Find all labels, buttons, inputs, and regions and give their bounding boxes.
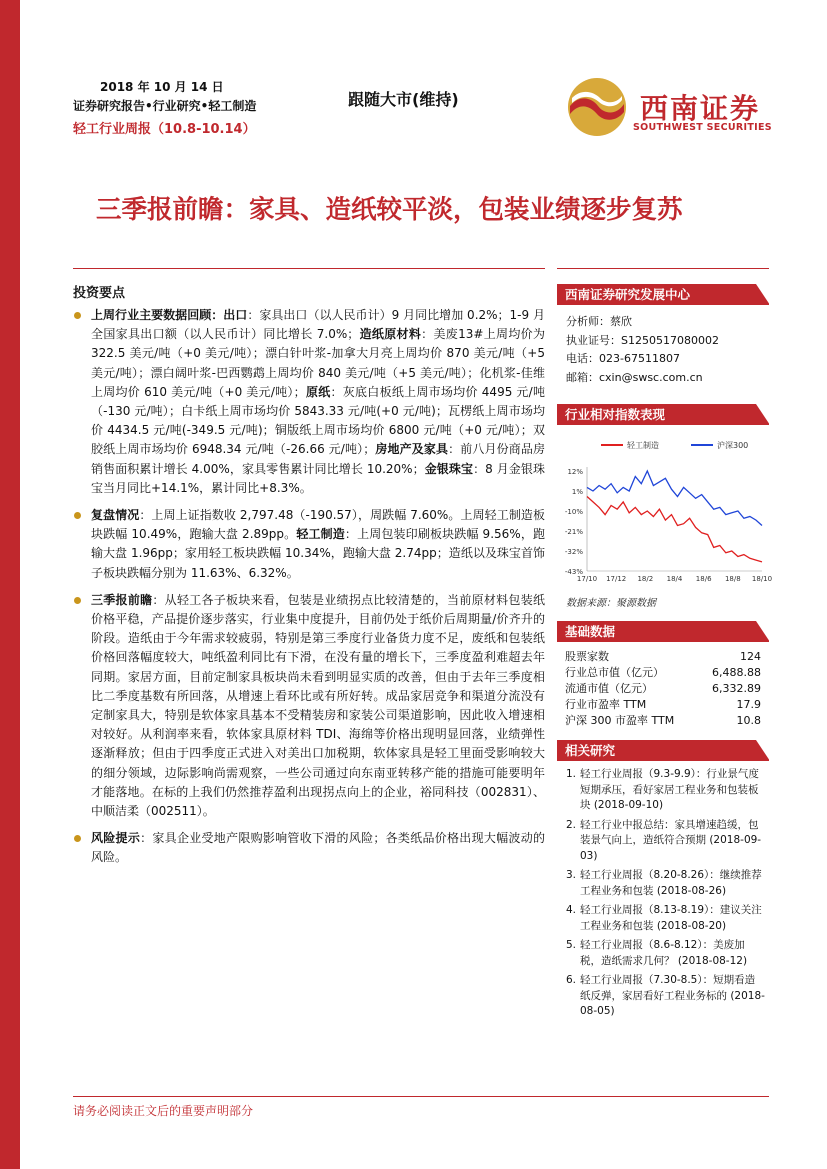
basic-value: 17.9 <box>736 697 761 711</box>
basic-key: 流通市值（亿元） <box>565 682 653 695</box>
key-point-text: ：8 月金银珠宝当月同比+14.1%，累计同比+8.3%。 <box>91 461 545 495</box>
report-category: 证券研究报告•行业研究•轻工制造 <box>73 99 257 113</box>
x-tick-label: 18/10 <box>751 575 773 583</box>
report-series: 轻工行业周报（10.8-10.14） <box>73 122 256 137</box>
basic-value: 6,488.88 <box>712 665 761 679</box>
table-row <box>557 696 769 712</box>
divider <box>557 268 769 269</box>
related-item[interactable] <box>566 767 765 814</box>
bullet-icon <box>74 835 81 842</box>
related-item[interactable] <box>566 818 765 865</box>
key-point <box>73 591 545 821</box>
related-item[interactable] <box>566 973 765 1020</box>
related-item[interactable] <box>566 868 765 899</box>
company-logo-icon <box>566 76 628 138</box>
corner-triangle <box>756 740 770 761</box>
key-points <box>73 306 545 876</box>
related-number: 4. <box>566 904 577 916</box>
x-tick-label: 18/6 <box>695 575 712 583</box>
legend-label: 沪深300 <box>717 441 749 450</box>
basic-key: 行业市盈率 TTM <box>565 698 647 711</box>
related-research-panel <box>557 740 769 1024</box>
key-point-text: ：美废13#上周均价为 322.5 美元/吨（+0 美元/吨）；漂白针叶浆-加拿大月亮上周均价 870 美元/吨（+5 美元/吨）；漂白阔叶浆-巴西鹦鹉上周均价 840 美元/吨（+5 美元/吨）；化机浆-佳维上周均价 610 美元/吨（+0 美元/吨）； <box>91 327 545 399</box>
key-point-text: ：家具出口（以人民币计）9 月同比增加 0.2%；1-9 月全国家具出口额（以人民币计）同比增长 7.0%； <box>91 308 545 342</box>
x-tick-label: 17/12 <box>606 575 627 583</box>
table-row <box>557 712 769 728</box>
logo-text-en: SOUTHWEST SECURITIES <box>633 122 772 133</box>
y-tick-label: -32% <box>564 548 583 556</box>
key-point-lead: 上周行业主要数据回顾：出口 <box>91 308 248 322</box>
footer-disclaimer: 请务必阅读正文后的重要声明部分 <box>73 1104 254 1118</box>
key-point-text: ：上周包装印刷板块跌幅 9.56%，跑输大盘 1.96pp；家用轻工板块跌幅 10.34%，跑输大盘 2.74pp；造纸以及珠宝首饰子板块跌幅分别为 11.63%、6.32%。 <box>91 527 545 580</box>
table-row <box>557 664 769 680</box>
y-tick-label: -10% <box>564 508 583 516</box>
index-chart <box>557 431 773 590</box>
y-tick-label: 1% <box>571 488 583 496</box>
related-title: 相关研究 <box>565 743 616 758</box>
analyst-name: 分析师：蔡欣 <box>566 315 632 328</box>
related-text: 轻工行业周报（9.3-9.9）：行业景气度短期承压，看好家居工程业务和包装板块 (2018-09-10) <box>580 768 759 811</box>
key-point-text: ：家具企业受地产限购影响管收下滑的风险；各类纸品价格出现大幅波动的风险。 <box>91 831 545 865</box>
series-line <box>587 471 762 526</box>
chart-source: 数据来源：聚源数据 <box>566 598 656 609</box>
index-performance-panel <box>557 404 773 609</box>
basic-key: 股票家数 <box>565 650 609 663</box>
legend-label: 轻工制造 <box>627 441 659 450</box>
report-title: 三季报前瞻：家具、造纸较平淡，包装业绩逐步复苏 <box>96 195 683 225</box>
related-item[interactable] <box>566 938 765 969</box>
x-tick-label: 18/8 <box>724 575 741 583</box>
related-text: 轻工行业周报（8.20-8.26）：继续推荐工程业务和包装 (2018-08-26) <box>580 869 762 897</box>
related-number: 3. <box>566 869 577 881</box>
key-point-lead: 金银珠宝 <box>424 461 474 476</box>
related-number: 2. <box>566 818 577 831</box>
related-list <box>557 767 769 1020</box>
y-tick-label: -21% <box>564 528 583 536</box>
basic-value: 124 <box>740 649 761 663</box>
key-point <box>73 306 545 498</box>
analyst-email: 邮箱：cxin@swsc.com.cn <box>566 370 703 384</box>
bullet-icon <box>74 512 81 519</box>
basic-data-header <box>557 621 769 642</box>
index-chart-svg <box>557 431 773 586</box>
bullet-icon <box>74 312 81 319</box>
key-point-lead: 房地产及家具 <box>375 442 449 457</box>
left-accent-bar <box>0 0 20 1169</box>
key-point-lead: 轻工制造 <box>296 527 345 542</box>
analyst-license: 执业证号：S1250517080002 <box>566 333 719 347</box>
related-header <box>557 740 769 761</box>
corner-triangle <box>756 621 770 642</box>
section-title: 投资要点 <box>73 286 126 301</box>
analyst-phone: 电话：023-67511807 <box>566 352 680 365</box>
index-header <box>557 404 769 425</box>
key-point-lead: 复盘情况 <box>91 508 140 523</box>
analyst-info <box>557 313 769 387</box>
x-tick-label: 18/2 <box>637 575 654 583</box>
related-number: 6. <box>566 974 577 986</box>
key-point-text: ：灰底白板纸上周市场均价 4495 元/吨（-130 元/吨）；白卡纸上周市场均价 5843.33 元/吨(+0 元/吨)；瓦楞纸上周市场均价 4434.5 元/吨(-349.5 元/吨)；铜版纸上周市场均价 6800 元/吨（+0 元/吨）；双胶纸上周市场均价 6948.34 元/吨（-26.66 元/吨）； <box>91 384 545 457</box>
key-point-lead: 原纸 <box>305 384 331 399</box>
basic-value: 10.8 <box>736 713 761 727</box>
key-point-lead: 三季报前瞻 <box>91 592 153 607</box>
y-tick-label: 12% <box>567 468 583 476</box>
research-center-header <box>557 284 769 305</box>
key-point-lead: 风险提示 <box>91 831 141 846</box>
key-point-text: ：前八月份商品房销售面积累计增长 4.00%，家具零售累计同比增长 10.20%； <box>91 442 545 476</box>
footer-divider <box>73 1096 769 1097</box>
logo-text-cn: 西南证券 <box>640 92 761 125</box>
basic-key: 沪深 300 市盈率 TTM <box>565 714 675 727</box>
index-title: 行业相对指数表现 <box>565 407 666 422</box>
related-text: 轻工行业中报总结：家具增速趋缓，包装景气向上，造纸符合预期 (2018-09-03) <box>580 818 762 862</box>
related-text: 轻工行业周报（7.30-8.5）：短期看造纸反弹，家居看好工程业务标的 (2018-08-05) <box>580 974 765 1017</box>
key-point-lead: 造纸原材料 <box>359 327 422 342</box>
rating: 跟随大市(维持) <box>348 90 459 109</box>
sidebar <box>557 284 769 387</box>
basic-key: 行业总市值（亿元） <box>565 666 664 679</box>
corner-triangle <box>756 404 770 425</box>
basic-data-title: 基础数据 <box>565 624 616 639</box>
key-point-text: ：从轻工各子板块来看，包装是业绩拐点比较清楚的，当前原材料包装纸价格平稳，产品提价逐步落实，行业集中度提升，目前仍处于纸价后周期量/价齐升的阶段。造纸由于今年需求较疲弱，特别是第三季度行业备货力度不足，废纸和包装纸价格回落幅度较大，吨纸盈利同比有下滑，在没有量的增长下，三季度盈利难超去年同期。家居方面，目前定制家具板块尚未看到明显实质的改善，但由于去年三季度相比二季度基数有所回落，从增速上看环比或有所好转。成品家居竞争和渠道分流没有定制家具大，特别是软体家具基本不受精装房和家装公司渠道影响，因此收入增速相对较好。从利润率来看，软体家具原材料 TDI、海绵等价格出现明显回落，业绩弹性逐渐释放；但由于四季度正式进入对美出口加税期，软体家具是轻工里面受影响较大的细分领域，边际影响尚需观察，一些公司通过向东南亚转移产能的措施可能要明年才能落地。在标的上我们仍然推荐盈利出现拐点向上的企业，裕同科技（002831）、中顺洁柔（002511）。 <box>91 592 545 819</box>
key-point-text: ：上周上证指数收 2,797.48（-190.57），周跌幅 7.60%。上周轻工制造板块跌幅 10.49%，跑输大盘 2.89pp。 <box>91 508 545 542</box>
table-row <box>557 680 769 696</box>
divider <box>73 268 545 269</box>
related-text: 轻工行业周报（8.13-8.19）：建议关注工程业务和包装 (2018-08-20) <box>580 904 762 932</box>
report-date: 2018 年 10 月 14 日 <box>100 80 224 94</box>
bullet-icon <box>74 597 81 604</box>
series-line <box>587 497 762 562</box>
related-text: 轻工行业周报（8.6-8.12）：美废加税，造纸需求几何？ (2018-08-12) <box>580 939 748 967</box>
x-tick-label: 18/4 <box>666 575 683 583</box>
basic-data-table <box>557 648 769 728</box>
related-number: 1. <box>566 768 577 780</box>
table-row <box>557 648 769 664</box>
key-point <box>73 829 545 867</box>
y-tick-label: -43% <box>564 568 583 576</box>
related-item[interactable] <box>566 903 765 934</box>
key-point <box>73 506 545 583</box>
corner-triangle <box>756 284 770 305</box>
basic-data-panel <box>557 621 769 728</box>
related-number: 5. <box>566 939 577 951</box>
x-tick-label: 17/10 <box>576 575 598 583</box>
basic-value: 6,332.89 <box>712 681 761 695</box>
research-center-title: 西南证券研究发展中心 <box>565 287 691 302</box>
